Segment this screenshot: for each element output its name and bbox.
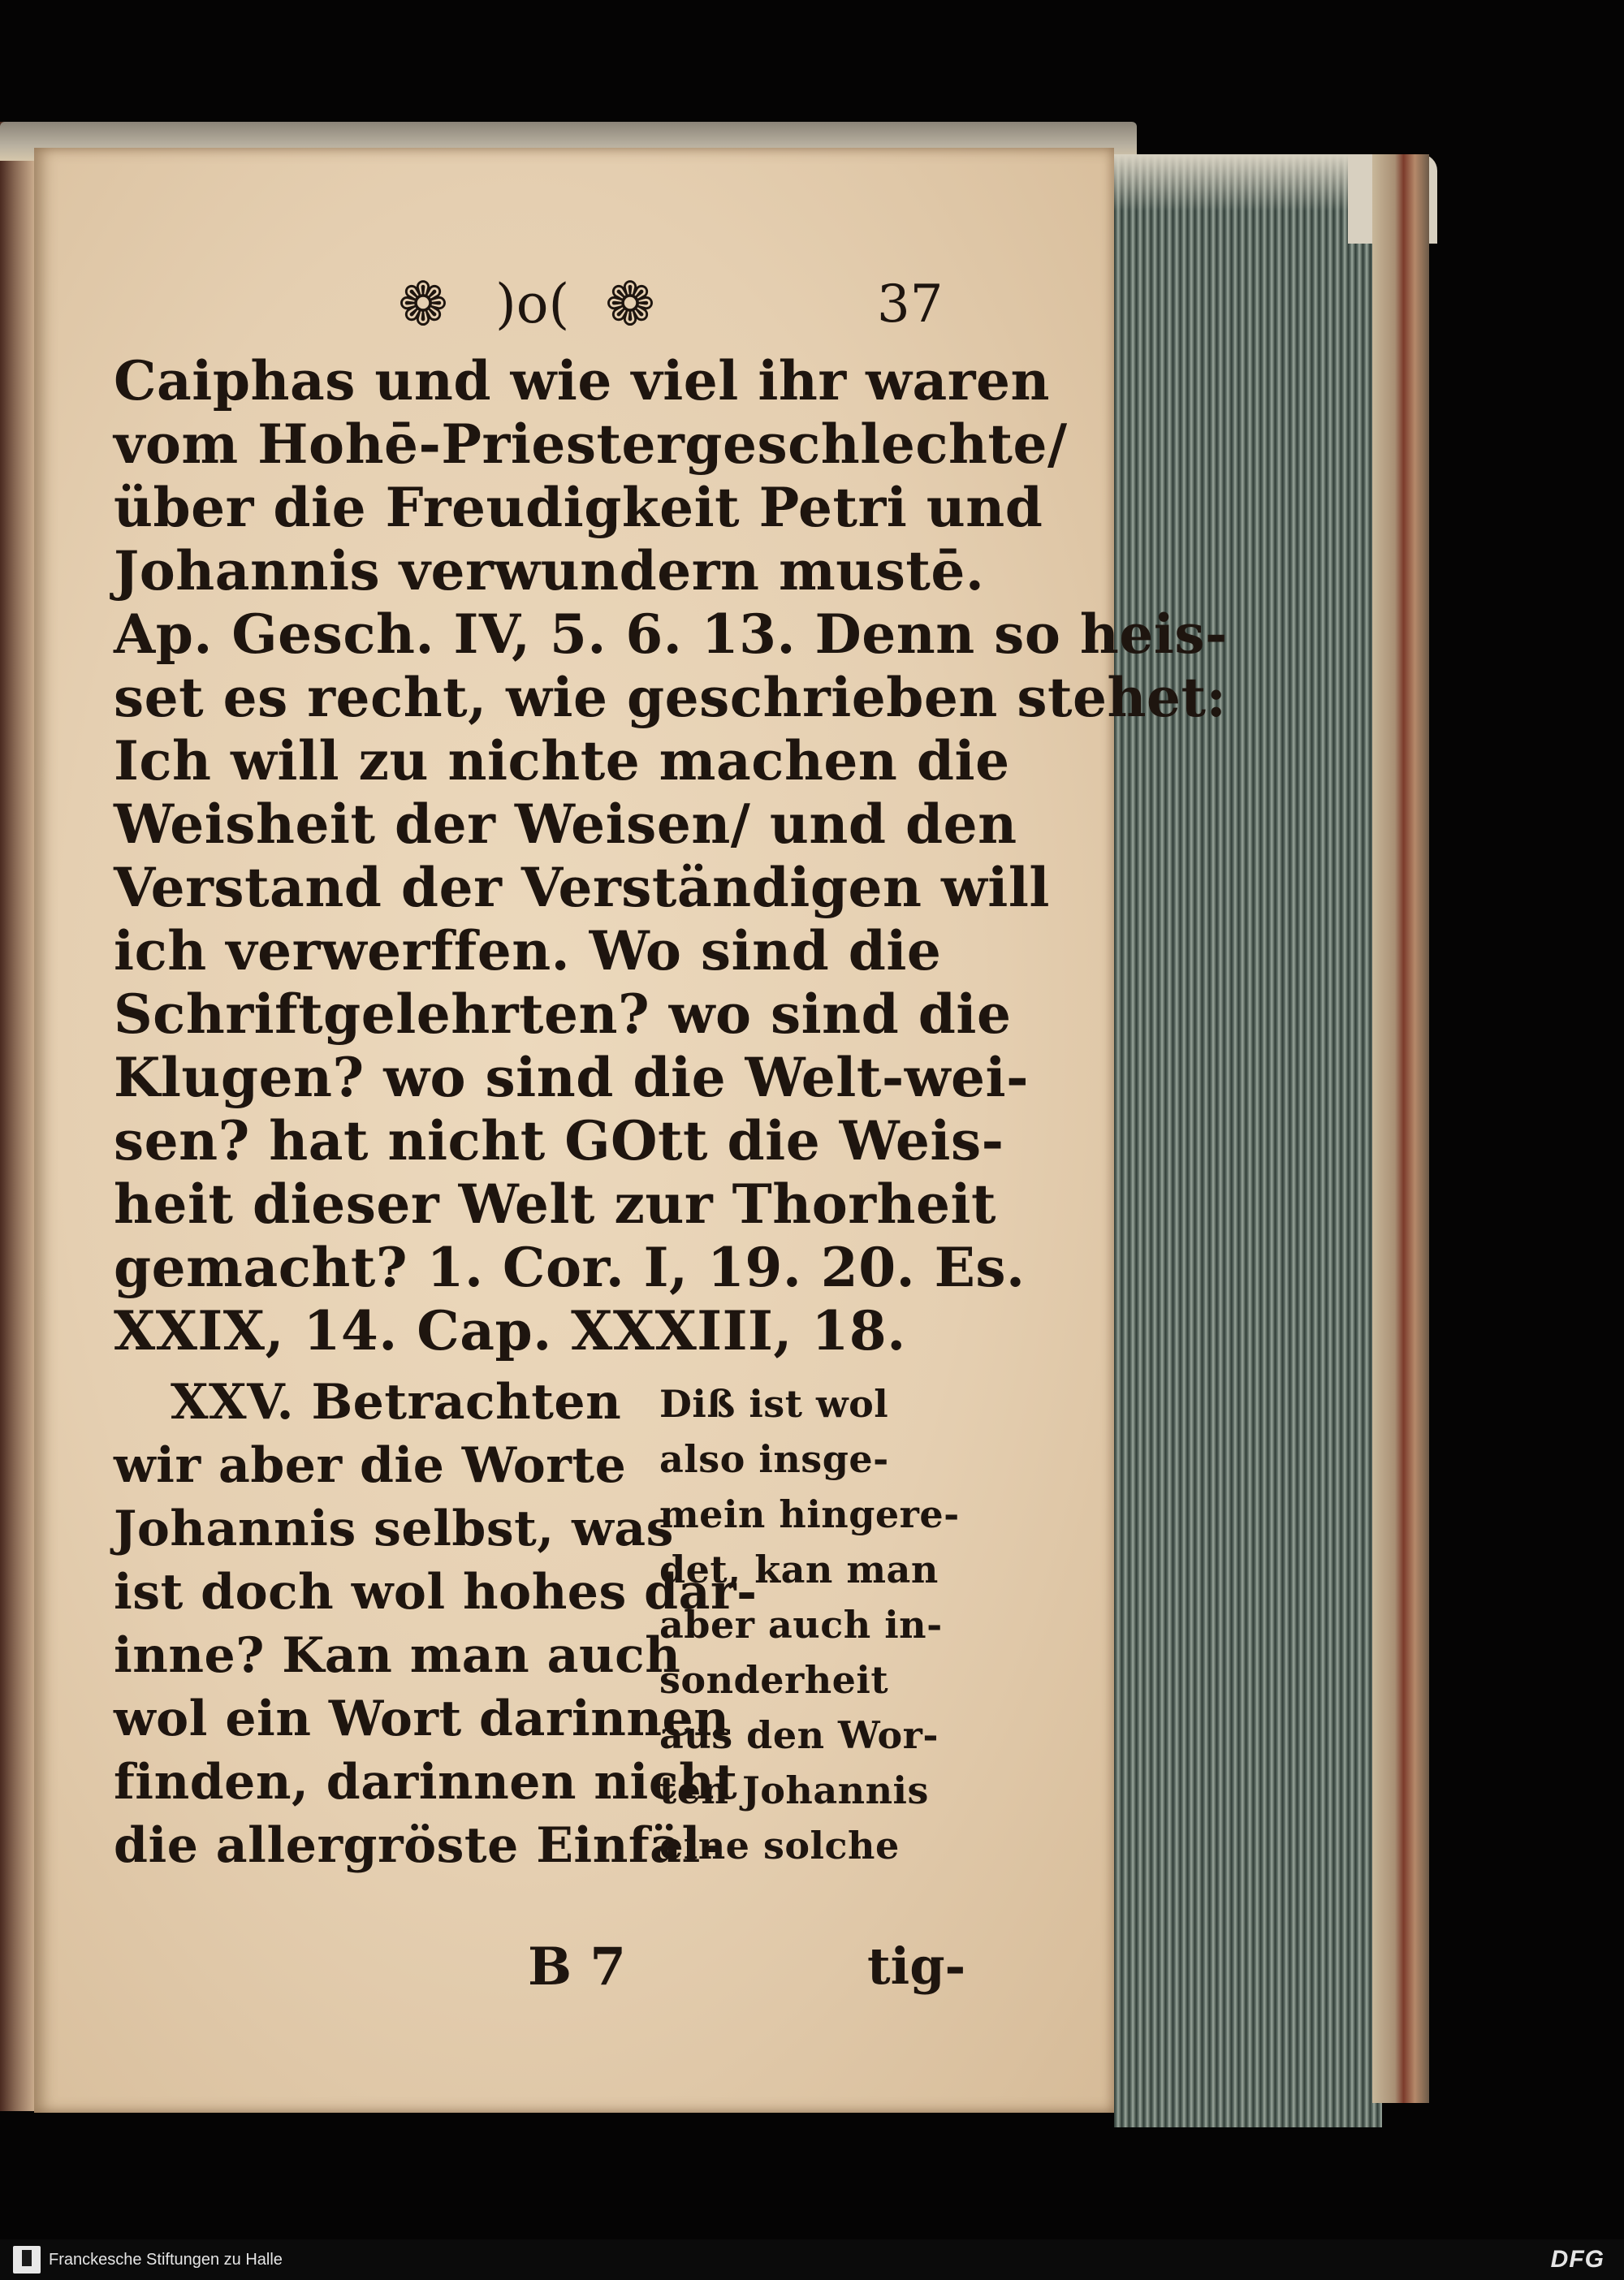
text-line: Verstand der Verständigen will	[114, 856, 1050, 919]
side-note-line: also insge-	[659, 1437, 889, 1481]
text-line: set es recht, wie geschrieben stehet:	[114, 666, 1227, 729]
text-line: heit dieser Welt zur Thorheit	[114, 1172, 997, 1236]
header-mark: )o(	[495, 273, 570, 335]
page-header	[398, 268, 950, 341]
column-line: die allergröste Einfäl-	[114, 1817, 722, 1874]
column-line: ist doch wol hohes dar-	[114, 1564, 758, 1621]
ornament-right-icon: ❁	[605, 270, 656, 339]
column-line: wir aber die Worte	[114, 1437, 627, 1494]
text-line: ich verwerffen. Wo sind die	[114, 919, 942, 982]
column-line: inne? Kan man auch	[114, 1627, 681, 1684]
text-line: XXIX, 14. Cap. XXXIII, 18.	[114, 1299, 906, 1362]
institution-logo-icon	[13, 2246, 41, 2274]
text-line: Schriftgelehrten? wo sind die	[114, 982, 1012, 1046]
page-number: 37	[877, 274, 944, 335]
side-note-line: ten Johannis	[659, 1768, 929, 1812]
text-line: Weisheit der Weisen/ und den	[114, 792, 1017, 856]
column-line: finden, darinnen nicht	[114, 1754, 738, 1811]
text-line: sen? hat nicht GOtt die Weis-	[114, 1109, 1004, 1172]
text-line: Johannis verwundern mustē.	[114, 539, 985, 602]
text-line: gemacht? 1. Cor. I, 19. 20. Es.	[114, 1236, 1026, 1299]
catchword: tig-	[867, 1937, 966, 1996]
text-line: über die Freudigkeit Petri und	[114, 476, 1043, 539]
text-line: Ap. Gesch. IV, 5. 6. 13. Denn so heis-	[114, 602, 1228, 666]
text-line: Klugen? wo sind die Welt-wei-	[114, 1046, 1029, 1109]
side-note-line: sonderheit	[659, 1658, 889, 1702]
column-line: XXV. Betrachten	[171, 1374, 622, 1431]
institution-name: Franckesche Stiftungen zu Halle	[49, 2251, 283, 2269]
text-line: Caiphas und wie viel ihr waren	[114, 349, 1050, 412]
text-line: vom Hohē-Priestergeschlechte/	[114, 412, 1068, 476]
side-note-line: aus den Wor-	[659, 1713, 939, 1757]
side-note-line: eine solche	[659, 1824, 900, 1868]
side-note-line: det, kan man	[659, 1548, 939, 1591]
side-note-line: aber auch in-	[659, 1603, 943, 1647]
side-note-line: Diß ist wol	[659, 1382, 889, 1426]
viewer-footer	[0, 2239, 1624, 2280]
ornament-left-icon: ❁	[398, 270, 449, 339]
text-line: Ich will zu nichte machen die	[114, 729, 1010, 792]
column-line: Johannis selbst, was	[114, 1501, 674, 1557]
signature-mark: B 7	[528, 1937, 626, 1997]
column-line: wol ein Wort darinnen	[114, 1691, 730, 1747]
dfg-logo: DFG	[1550, 2246, 1605, 2273]
side-note-line: mein hingere-	[659, 1492, 960, 1536]
